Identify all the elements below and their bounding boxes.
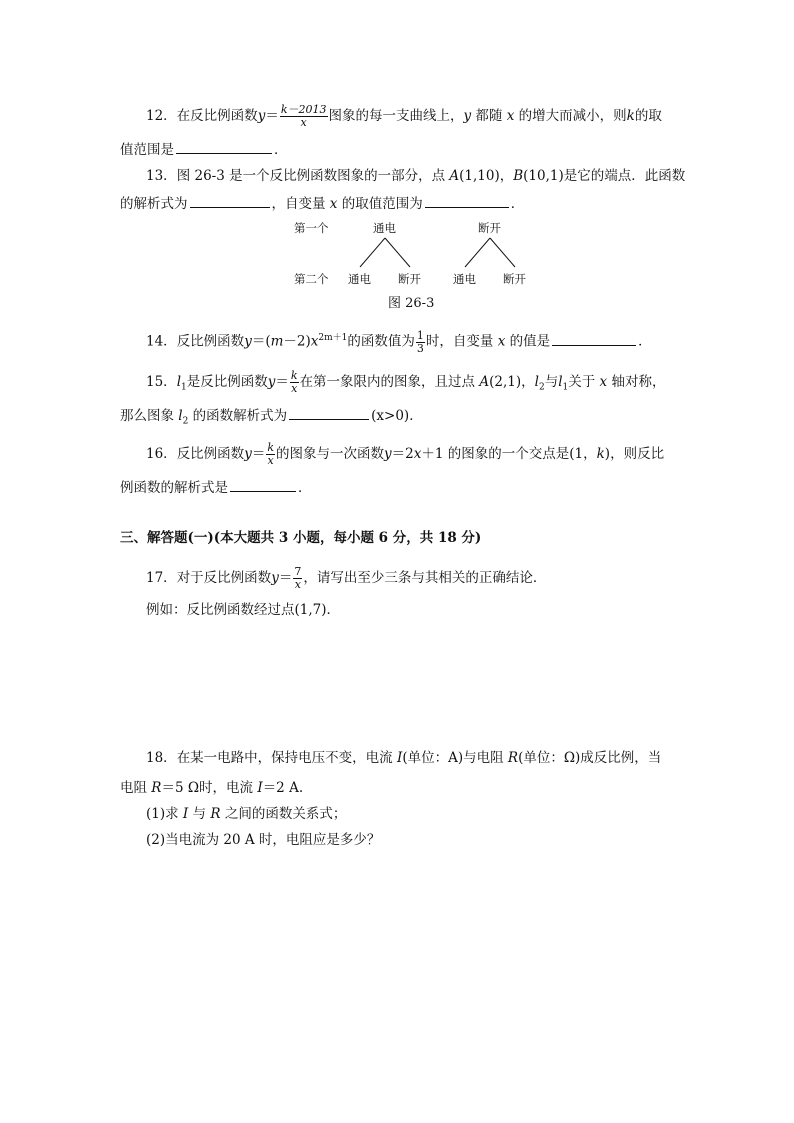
q12-line1: 12．在反比例函数y＝ $\frac{k-2013}{x}$ 图象的每一支曲线上，y 都随 x 的增大而减小，则k的取	[146, 103, 662, 129]
q13-line2: 的解析式为 ，自变量 x 的取值范围为 ．	[120, 196, 525, 212]
branch-left-right	[385, 238, 410, 267]
q17-example: 例如：反比例函数经过点(1,7)．	[146, 602, 341, 618]
q16-fraction: $\frac{k}{x}$	[267, 441, 274, 467]
leaf-4: 断开	[503, 272, 526, 286]
q14-line: 14．反比例函数$y=(m-2)x^{2m+1}$的函数值为 $\frac{1}{3}$ 时，自变量 x 的值是 ．	[146, 328, 652, 355]
q16-answer-blank[interactable]	[230, 478, 296, 492]
q14-answer-blank[interactable]	[552, 332, 636, 346]
q15-fraction: $\frac{k}{x}$	[290, 369, 298, 395]
q18-line1: 18．在某一电路中，保持电压不变，电流 I(单位：A)与电阻 R(单位：Ω)成反比例，当	[146, 750, 662, 766]
branch-right-left	[465, 238, 490, 267]
section-title: 三、解答题(一)(本大题共 3 小题，每小题 6 分，共 18 分)	[120, 530, 482, 546]
q18-part1: (1)求 I 与 R 之间的函数关系式；	[146, 806, 347, 822]
q15-answer-blank[interactable]	[289, 406, 369, 420]
node-top-off: 断开	[478, 221, 501, 235]
q17-fraction: $\frac{7}{x}$	[294, 565, 302, 591]
q16-line1: 16．反比例函数y＝ $\frac{k}{x}$ 的图象与一次函数y＝2x＋1 的图象的一个交点是(1，k)，则反比	[146, 441, 665, 467]
q16-line2: 例函数的解析式是 ．	[120, 480, 312, 496]
q14-fraction: $\frac{1}{3}$	[416, 328, 424, 355]
row1-label: 第一个	[294, 221, 329, 235]
q12-fraction: $\frac{k-2013}{x}$	[280, 103, 327, 129]
figure-caption: 图 26-3	[388, 296, 435, 311]
q17-line1: 17．对于反比例函数y＝ $\frac{7}{x}$ ，请写出至少三条与其相关的正确结论．	[146, 565, 547, 591]
row2-label: 第二个	[294, 272, 329, 286]
leaf-2: 断开	[398, 272, 421, 286]
leaf-3: 通电	[453, 272, 476, 286]
tree-lines	[0, 0, 794, 320]
branch-left-left	[360, 238, 385, 267]
node-top-on: 通电	[373, 221, 396, 235]
branch-right-right	[490, 238, 515, 267]
q15-line2: 那么图象 $l_2$ 的函数解析式为 (x>0)．	[120, 408, 423, 427]
q12-line2: 值范围是 ．	[120, 142, 288, 158]
q18-line2: 电阻 R＝5 Ω时，电流 I＝2 A.	[120, 780, 304, 796]
q13-line1: 13．图 26-3 是一个反比例函数图象的一部分，点 A(1,10)，B(10,1)是它的端点．此函数	[146, 168, 686, 184]
leaf-1: 通电	[348, 272, 371, 286]
q18-part2: (2)当电流为 20 A 时，电阻应是多少？	[146, 832, 381, 848]
q15-line1: 15．$l_1$是反比例函数y＝ $\frac{k}{x}$ 在第一象限内的图象，且过点 A(2,1)，$l_2$与$l_1$关于 x 轴对称，	[146, 369, 666, 395]
